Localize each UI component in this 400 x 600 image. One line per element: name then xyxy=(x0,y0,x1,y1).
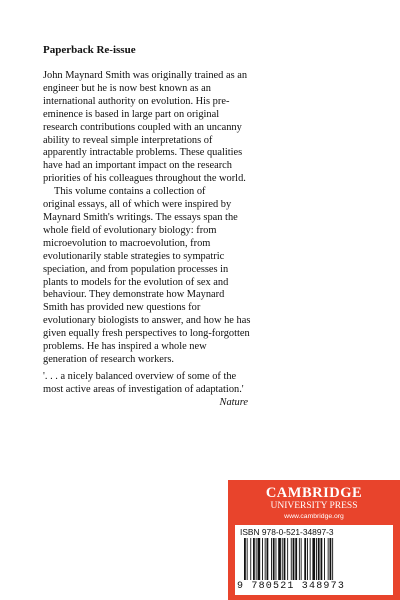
review-attribution: Nature xyxy=(219,396,248,408)
publisher-box xyxy=(228,480,400,600)
back-cover-text xyxy=(43,44,363,410)
publisher-name: CAMBRIDGE xyxy=(265,485,363,501)
review-quote: '. . . a nicely balanced overview of some of the most active areas of investigation of adaptation.' xyxy=(43,370,244,395)
publisher-url: www.cambridge.org xyxy=(284,513,344,520)
reissue-heading: Paperback Re-issue xyxy=(43,44,136,56)
volume-paragraph: This volume contains a collection of original essays, all of which were inspired by Maynard Smith's writings. The essays span the whole field of evolutionary biology: from microevolution to macroevolution, from evolutionarily stable strategies to sympatric speciation, and from population processes in plants to models for the evolution of sex and behaviour. They demonstrate how Maynard Smith has provided new questions for evolutionary biologists to answer, and how he has given equally fresh perspectives to long-forgotten problems. He has inspired a whole new generation of research workers. xyxy=(43,186,251,365)
barcode-digits: 9 780521 348973 xyxy=(237,581,346,592)
barcode-icon xyxy=(244,538,384,582)
barcode-panel xyxy=(235,525,393,595)
author-paragraph: John Maynard Smith was originally trained as an engineer but he is now best known as an international authority on evolution. His pre- eminence is based in large part on original research contributions coupled with an uncanny ability to reveal simple interpretations of apparently intractable problems. These qualities have had an important impact on the research priorities of his colleagues throughout the world. xyxy=(43,70,248,185)
isbn-label: ISBN 978-0-521-34897-3 xyxy=(240,527,334,537)
publisher-subtitle: UNIVERSITY PRESS xyxy=(270,501,358,511)
